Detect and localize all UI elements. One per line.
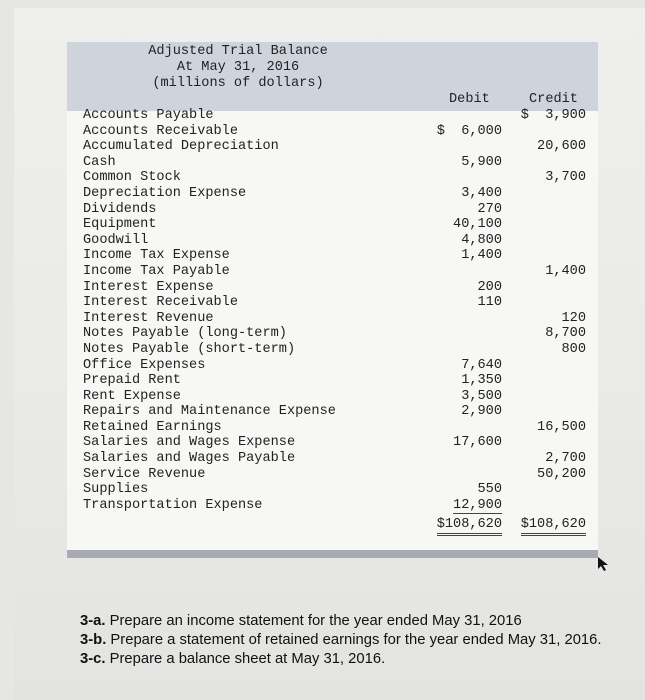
question-label: 3-c. [80, 651, 106, 667]
account-name: Interest Expense [83, 279, 214, 295]
adjusted-trial-balance-table [67, 42, 598, 552]
account-name: Office Expenses [83, 357, 206, 373]
credit-amount: 16,500 [537, 419, 586, 435]
table-row [67, 373, 598, 389]
debit-amount: 7,640 [461, 357, 502, 373]
table-row [67, 139, 598, 155]
account-name: Salaries and Wages Payable [83, 451, 296, 467]
account-name: Repairs and Maintenance Expense [83, 404, 336, 420]
table-row [67, 155, 598, 171]
credit-amount: 50,200 [537, 466, 586, 482]
debit-amount: 3,400 [461, 185, 502, 201]
total-debit: $108,620 [437, 516, 502, 536]
table-row [67, 217, 598, 233]
question-text: Prepare a balance sheet at May 31, 2016. [105, 651, 386, 667]
account-name: Interest Revenue [83, 310, 214, 326]
debit-amount: 110 [477, 295, 502, 311]
account-name: Cash [83, 154, 116, 170]
table-row [67, 358, 598, 374]
table-row [67, 482, 598, 498]
account-name: Notes Payable (long-term) [83, 326, 287, 342]
account-name: Notes Payable (short-term) [83, 341, 296, 357]
credit-column-header: Credit [529, 92, 578, 107]
credit-amount: 3,700 [545, 170, 586, 186]
debit-amount: 270 [477, 201, 502, 217]
credit-amount: 20,600 [537, 139, 586, 155]
account-name: Income Tax Payable [83, 263, 230, 279]
debit-amount: $ 6,000 [436, 123, 502, 139]
table-date: At May 31, 2016 [176, 60, 300, 75]
account-name: Equipment [83, 217, 157, 233]
debit-amount: 17,600 [453, 435, 502, 451]
account-name: Transportation Expense [83, 497, 263, 513]
table-row [67, 404, 598, 420]
account-rows [67, 108, 598, 532]
debit-amount: 12,900 [453, 497, 502, 513]
account-name: Interest Receivable [83, 295, 238, 311]
account-name: Depreciation Expense [83, 185, 247, 201]
question-text: Prepare a statement of retained earnings for the year ended May 31, 2016. [106, 632, 602, 648]
question-3c [80, 650, 620, 669]
account-name: Rent Expense [83, 388, 181, 404]
question-text: Prepare an income statement for the year ended May 31, 2016 [105, 613, 522, 629]
account-name: Accounts Receivable [83, 123, 238, 139]
table-row [67, 295, 598, 311]
table-row [67, 451, 598, 467]
account-name: Service Revenue [83, 466, 206, 482]
question-3b [80, 631, 620, 650]
table-row [67, 233, 598, 249]
table-units: (millions of dollars) [152, 76, 324, 91]
credit-amount: 800 [561, 341, 586, 357]
total-credit: $108,620 [521, 516, 586, 536]
debit-amount: 3,500 [461, 388, 502, 404]
table-title: Adjusted Trial Balance [148, 44, 328, 59]
account-name: Prepaid Rent [83, 373, 181, 389]
table-row [67, 280, 598, 296]
account-name: Salaries and Wages Expense [83, 435, 296, 451]
account-name: Retained Earnings [83, 419, 222, 435]
totals-row [67, 516, 598, 532]
table-row [67, 311, 598, 327]
table-row [67, 435, 598, 451]
table-row [67, 108, 598, 124]
question-label: 3-b. [80, 632, 107, 648]
debit-amount: 1,350 [461, 373, 502, 389]
account-name: Income Tax Expense [83, 248, 230, 264]
table-row [67, 498, 598, 514]
debit-amount: 4,800 [461, 232, 502, 248]
table-row [67, 186, 598, 202]
table-row [67, 170, 598, 186]
table-row [67, 420, 598, 436]
debit-amount: 1,400 [461, 248, 502, 264]
table-row [67, 124, 598, 140]
table-row [67, 467, 598, 483]
table-row [67, 248, 598, 264]
debit-amount: 2,900 [461, 404, 502, 420]
debit-amount: 40,100 [453, 217, 502, 233]
credit-amount: 1,400 [545, 263, 586, 279]
credit-amount: 2,700 [545, 451, 586, 467]
debit-amount: 5,900 [461, 154, 502, 170]
table-row [67, 264, 598, 280]
debit-column-header: Debit [449, 92, 490, 107]
account-name: Accounts Payable [83, 108, 214, 123]
table-row [67, 342, 598, 358]
debit-amount: 550 [477, 482, 502, 498]
credit-amount: 120 [561, 310, 586, 326]
account-name: Common Stock [83, 170, 181, 186]
table-header-band [67, 42, 598, 111]
question-3a [80, 612, 620, 631]
account-name: Dividends [83, 201, 157, 217]
credit-amount: $ 3,900 [520, 108, 586, 123]
account-name: Accumulated Depreciation [83, 139, 279, 155]
table-footer-bar [67, 550, 598, 558]
table-row [67, 389, 598, 405]
debit-amount: 200 [477, 279, 502, 295]
account-name: Supplies [83, 482, 149, 498]
table-row [67, 326, 598, 342]
table-row [67, 202, 598, 218]
assignment-questions [80, 612, 620, 669]
question-label: 3-a. [80, 613, 106, 629]
credit-amount: 8,700 [545, 326, 586, 342]
account-name: Goodwill [83, 232, 149, 248]
mouse-pointer-icon [597, 556, 611, 572]
